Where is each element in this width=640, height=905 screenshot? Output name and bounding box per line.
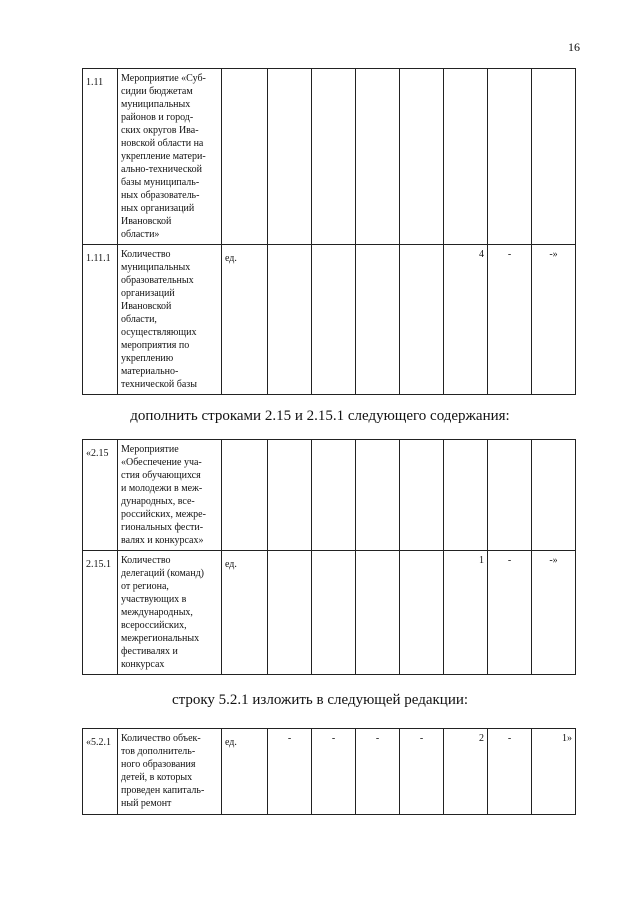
table-row (83, 69, 576, 245)
value-col-1 (268, 551, 312, 675)
value-col-4 (400, 69, 444, 245)
unit: ед. (222, 729, 268, 815)
row-number: «2.15 (83, 440, 118, 551)
value-col-5: 4 (444, 245, 488, 395)
value-col-7 (532, 69, 576, 245)
table-row (83, 729, 576, 815)
value-col-7: 1» (532, 729, 576, 815)
row-description: Количество муниципальных образовательных организаций Ивановской области, осуществляющих мероприятия по укреплению материально- технической базы (118, 245, 222, 395)
value-col-2: - (312, 729, 356, 815)
value-col-3 (356, 440, 400, 551)
value-col-7: -» (532, 551, 576, 675)
value-col-1 (268, 440, 312, 551)
unit: ед. (222, 245, 268, 395)
value-col-5: 2 (444, 729, 488, 815)
row-number: «5.2.1 (83, 729, 118, 815)
value-col-1 (268, 69, 312, 245)
value-col-4: - (400, 729, 444, 815)
value-col-6: - (488, 551, 532, 675)
value-col-2 (312, 245, 356, 395)
value-col-1 (268, 245, 312, 395)
row-number: 1.11 (83, 69, 118, 245)
table-2 (82, 439, 576, 675)
text-instruction: дополнить строками 2.15 и 2.15.1 следующего содержания: (130, 408, 510, 424)
value-col-7: -» (532, 245, 576, 395)
row-description: Количество объек- тов дополнитель- ного образования детей, в которых проведен капиталь- ный ремонт (118, 729, 222, 815)
value-col-6 (488, 440, 532, 551)
text-instruction: строку 5.2.1 изложить в следующей редакции: (171, 692, 469, 708)
value-col-6: - (488, 245, 532, 395)
table-3 (82, 728, 576, 815)
table-row (83, 245, 576, 395)
unit (222, 440, 268, 551)
value-col-2 (312, 440, 356, 551)
row-description: Количество делегаций (команд) от региона, участвующих в международных, всероссийских, межрегиональных фестивалях и конкурсах (118, 551, 222, 675)
table-1 (82, 68, 576, 395)
row-description: Мероприятие «Обеспечение уча- стия обучающихся и молодежи в меж- дународных, все- российских, межре- гиональных фести- валях и конкурсах» (118, 440, 222, 551)
value-col-3 (356, 245, 400, 395)
row-number: 2.15.1 (83, 551, 118, 675)
page-number: 16 (568, 40, 580, 54)
row-number: 1.11.1 (83, 245, 118, 395)
unit: ед. (222, 551, 268, 675)
value-col-6 (488, 69, 532, 245)
unit (222, 69, 268, 245)
value-col-5 (444, 440, 488, 551)
value-col-5 (444, 69, 488, 245)
value-col-3 (356, 551, 400, 675)
value-col-4 (400, 440, 444, 551)
value-col-5: 1 (444, 551, 488, 675)
value-col-7 (532, 440, 576, 551)
value-col-3 (356, 69, 400, 245)
row-description: Мероприятие «Суб- сидии бюджетам муниципальных районов и город- ских округов Ива- новской области на укрепление матери- ально-технической базы муниципаль- ных образователь- ных организаций Ивановской области» (118, 69, 222, 245)
value-col-4 (400, 551, 444, 675)
value-col-4 (400, 245, 444, 395)
value-col-3: - (356, 729, 400, 815)
table-row (83, 440, 576, 551)
value-col-6: - (488, 729, 532, 815)
value-col-1: - (268, 729, 312, 815)
value-col-2 (312, 551, 356, 675)
table-row (83, 551, 576, 675)
value-col-2 (312, 69, 356, 245)
